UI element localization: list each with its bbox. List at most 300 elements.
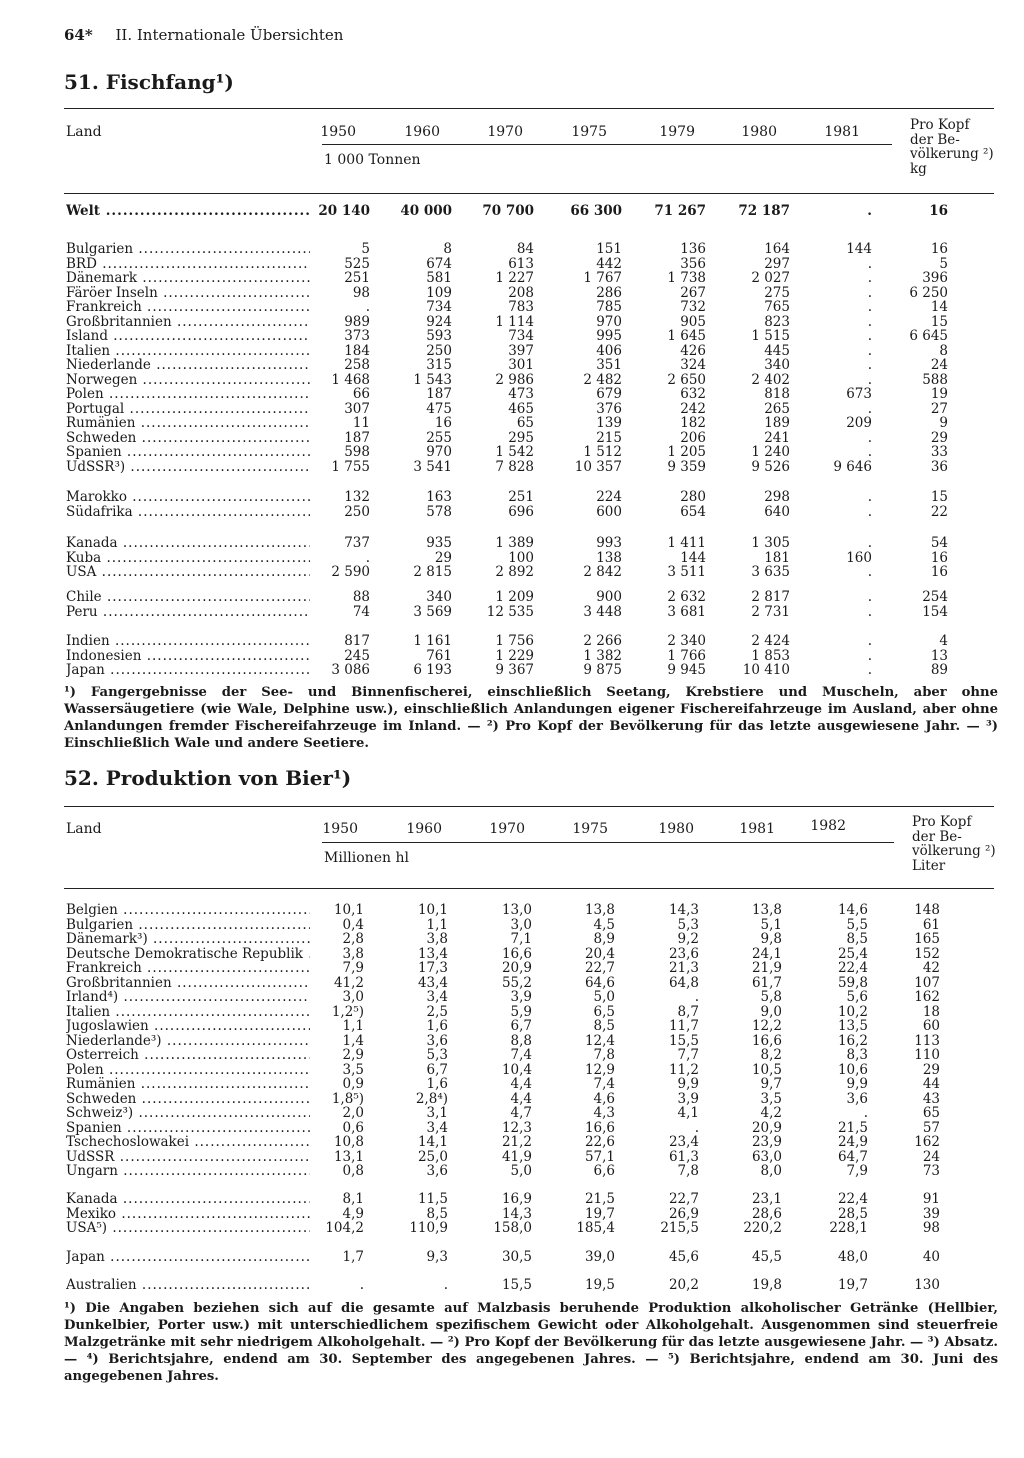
country-label: Mexiko ..... bbox=[66, 1207, 310, 1222]
country-label: Färöer Inseln ..... bbox=[66, 286, 310, 301]
cell-value: 5 bbox=[361, 241, 370, 257]
cell-value: 88 bbox=[352, 589, 370, 605]
cell-value: 44 bbox=[922, 1076, 940, 1092]
table-row bbox=[0, 590, 1024, 605]
cell-value: 2 842 bbox=[583, 564, 622, 580]
cell-value: 1 756 bbox=[495, 633, 534, 649]
cell-value: 734 bbox=[508, 328, 534, 344]
cell-value: 14,3 bbox=[668, 902, 699, 918]
cell-value: 970 bbox=[596, 313, 622, 330]
cell-value: 48,0 bbox=[837, 1249, 868, 1265]
cell-value: 1 755 bbox=[331, 458, 370, 475]
cell-value: 13,4 bbox=[417, 945, 448, 962]
cell-value: . bbox=[365, 549, 370, 566]
cell-value: 593 bbox=[426, 328, 452, 344]
fisch-land-header: Land bbox=[66, 124, 102, 140]
cell-value: 12,4 bbox=[584, 1032, 615, 1049]
cell-value: 22,7 bbox=[668, 1191, 699, 1207]
cell-value: 7,1 bbox=[510, 931, 532, 947]
cell-value: 206 bbox=[680, 429, 706, 446]
cell-value: 15,5 bbox=[501, 1277, 532, 1293]
fisch-title: 51. Fischfang¹) bbox=[64, 70, 234, 94]
cell-value: 71 267 bbox=[654, 203, 706, 219]
cell-value: 406 bbox=[596, 342, 622, 359]
cell-value: 10,2 bbox=[837, 1003, 868, 1020]
cell-value: 7,4 bbox=[593, 1076, 615, 1092]
cell-value: 356 bbox=[680, 255, 706, 272]
fisch-perkopf-header bbox=[910, 118, 994, 176]
cell-value: 1 205 bbox=[667, 444, 706, 460]
cell-value: 15,5 bbox=[668, 1032, 699, 1049]
cell-value: 28,6 bbox=[751, 1205, 782, 1222]
cell-value: 162 bbox=[914, 989, 940, 1005]
bier-header-rule bbox=[64, 888, 994, 889]
cell-value: 2 590 bbox=[331, 564, 370, 580]
cell-value: 241 bbox=[764, 429, 790, 446]
table-row bbox=[0, 204, 1024, 219]
country-label: Dänemark ..... bbox=[66, 271, 310, 286]
cell-value: 9,8 bbox=[760, 931, 782, 947]
cell-value: 588 bbox=[922, 371, 948, 388]
cell-value: 2 482 bbox=[583, 371, 622, 388]
cell-value: 7,8 bbox=[593, 1047, 615, 1063]
bier-perkopf-header bbox=[912, 815, 996, 873]
cell-value: 473 bbox=[508, 386, 534, 402]
country-label: Indonesien ..... bbox=[66, 649, 310, 664]
cell-value: 41,9 bbox=[501, 1148, 532, 1165]
cell-value: 158,0 bbox=[493, 1220, 532, 1236]
country-label: Polen ..... bbox=[66, 1063, 310, 1078]
cell-value: 98 bbox=[922, 1220, 940, 1236]
cell-value: 640 bbox=[764, 503, 790, 520]
cell-value: 187 bbox=[426, 386, 452, 402]
cell-value: 10 410 bbox=[742, 662, 790, 678]
bier-year-header: 1950 bbox=[322, 821, 358, 837]
cell-value: 905 bbox=[680, 313, 706, 330]
table-row bbox=[0, 1250, 1024, 1265]
cell-value: . bbox=[867, 371, 872, 388]
cell-value: 5,3 bbox=[677, 916, 699, 933]
cell-value: 8 bbox=[939, 342, 948, 359]
cell-value: 136 bbox=[680, 241, 706, 257]
cell-value: 3 681 bbox=[667, 603, 706, 620]
cell-value: 19,7 bbox=[837, 1277, 868, 1293]
cell-value: 27 bbox=[930, 400, 948, 417]
perkopf-line: völkerung ²) bbox=[912, 843, 996, 859]
bier-year-header: 1980 bbox=[658, 821, 694, 837]
cell-value: 581 bbox=[426, 270, 452, 286]
country-label: Spanien ..... bbox=[66, 1121, 310, 1136]
cell-value: 29 bbox=[434, 549, 452, 566]
country-label: Portugal ..... bbox=[66, 402, 310, 417]
bier-year-header: 1982 bbox=[810, 818, 846, 834]
cell-value: 632 bbox=[680, 386, 706, 402]
table-row bbox=[0, 605, 1024, 620]
cell-value: 151 bbox=[596, 241, 622, 257]
cell-value: 154 bbox=[922, 603, 948, 620]
cell-value: 17,3 bbox=[417, 960, 448, 976]
cell-value: 24,9 bbox=[837, 1134, 868, 1150]
cell-value: 2,8 bbox=[342, 931, 364, 947]
country-label: USA⁵) ..... bbox=[66, 1221, 310, 1236]
cell-value: 251 bbox=[344, 270, 370, 286]
cell-value: 61,7 bbox=[751, 974, 782, 991]
cell-value: 696 bbox=[508, 503, 534, 520]
cell-value: 286 bbox=[596, 284, 622, 301]
cell-value: 66 bbox=[352, 386, 370, 402]
cell-value: 39 bbox=[922, 1205, 940, 1222]
country-label: Bulgarien ..... bbox=[66, 918, 310, 933]
table-row bbox=[0, 373, 1024, 388]
cell-value: 18 bbox=[922, 1003, 940, 1020]
country-label: Rumänien ..... bbox=[66, 1077, 310, 1092]
table-row bbox=[0, 1150, 1024, 1165]
cell-value: 242 bbox=[680, 400, 706, 417]
country-label: BRD ..... bbox=[66, 257, 310, 272]
cell-value: 3 541 bbox=[413, 458, 452, 475]
cell-value: 13 bbox=[930, 647, 948, 664]
cell-value: 2,5 bbox=[426, 1003, 448, 1020]
table-row bbox=[0, 1077, 1024, 1092]
cell-value: 10,6 bbox=[837, 1061, 868, 1078]
country-label: Indien ..... bbox=[66, 634, 310, 649]
cell-value: 25,4 bbox=[837, 945, 868, 962]
table-row bbox=[0, 300, 1024, 315]
cell-value: 185,4 bbox=[576, 1220, 615, 1236]
cell-value: 13,0 bbox=[501, 902, 532, 918]
cell-value: 164 bbox=[764, 241, 790, 257]
cell-value: 64,6 bbox=[584, 974, 615, 991]
cell-value: 152 bbox=[914, 945, 940, 962]
bier-footnote: ¹) Die Angaben beziehen sich auf die gesamte auf Malzbasis beruhende Produktion alkoholischer Getränke (Hellbier, Dunkelbier, Porter usw.) mit unterschiedlichem spezifischem Gewicht oder Alkoholgehalt. Ausgenommen sind steuerfreie Malzgetränke mit sehr niedrigem Alkoholgehalt. — ²) Pro Kopf der Bevölkerung für das letzte ausgewiesene Jahr. — ³) Absatz. — ⁴) Berichtsjahre, endend am 30. September des angegebenen Jahres. — ⁵) Berichtsjahre, endend am 30. Juni des angegebenen Jahres. bbox=[64, 1301, 998, 1384]
cell-value: 600 bbox=[596, 503, 622, 520]
cell-value: 783 bbox=[508, 299, 534, 315]
cell-value: 184 bbox=[344, 342, 370, 359]
cell-value: 54 bbox=[930, 535, 948, 551]
cell-value: 224 bbox=[596, 489, 622, 505]
fisch-year-header: 1979 bbox=[659, 124, 695, 140]
cell-value: 2 402 bbox=[751, 371, 790, 388]
cell-value: 817 bbox=[344, 633, 370, 649]
cell-value: 3,5 bbox=[342, 1061, 364, 1078]
cell-value: . bbox=[867, 503, 872, 520]
cell-value: 14,3 bbox=[501, 1205, 532, 1222]
table-row bbox=[0, 271, 1024, 286]
cell-value: 9,3 bbox=[426, 1249, 448, 1265]
table-row bbox=[0, 565, 1024, 580]
cell-value: 139 bbox=[596, 415, 622, 431]
cell-value: 21,2 bbox=[501, 1134, 532, 1150]
cell-value: 6,5 bbox=[593, 1003, 615, 1020]
country-label: Jugoslawien ..... bbox=[66, 1019, 310, 1034]
cell-value: 25,0 bbox=[417, 1148, 448, 1165]
cell-value: 8,3 bbox=[846, 1047, 868, 1063]
cell-value: 445 bbox=[764, 342, 790, 359]
cell-value: 5,3 bbox=[426, 1047, 448, 1063]
cell-value: 0,4 bbox=[342, 916, 364, 933]
cell-value: 63,0 bbox=[751, 1148, 782, 1165]
cell-value: 475 bbox=[426, 400, 452, 417]
cell-value: 280 bbox=[680, 489, 706, 505]
cell-value: 98 bbox=[352, 284, 370, 301]
table-row bbox=[0, 1063, 1024, 1078]
cell-value: 15 bbox=[930, 313, 948, 330]
cell-value: 16,9 bbox=[501, 1191, 532, 1207]
cell-value: 73 bbox=[922, 1163, 940, 1179]
cell-value: 1,8⁵) bbox=[331, 1090, 364, 1107]
cell-value: 42 bbox=[922, 960, 940, 976]
cell-value: 43,4 bbox=[417, 974, 448, 991]
country-label: Polen ..... bbox=[66, 387, 310, 402]
cell-value: 924 bbox=[426, 313, 452, 330]
cell-value: 5,0 bbox=[510, 1163, 532, 1179]
cell-value: 40 bbox=[922, 1249, 940, 1265]
table-row bbox=[0, 242, 1024, 257]
cell-value: 6,7 bbox=[510, 1018, 532, 1034]
country-label: Frankreich ..... bbox=[66, 300, 310, 315]
cell-value: 11 bbox=[352, 415, 370, 431]
cell-value: 1,7 bbox=[342, 1249, 364, 1265]
cell-value: 16 bbox=[930, 564, 948, 580]
cell-value: 74 bbox=[352, 603, 370, 620]
cell-value: 265 bbox=[764, 400, 790, 417]
cell-value: 1 512 bbox=[583, 444, 622, 460]
cell-value: 900 bbox=[596, 589, 622, 605]
perkopf-line: Pro Kopf bbox=[910, 117, 970, 133]
cell-value: 109 bbox=[426, 284, 452, 301]
cell-value: 3,4 bbox=[426, 989, 448, 1005]
bier-year-header: 1975 bbox=[572, 821, 608, 837]
cell-value: 9,9 bbox=[846, 1076, 868, 1092]
cell-value: 20,2 bbox=[668, 1277, 699, 1293]
cell-value: . bbox=[359, 1277, 364, 1293]
country-label: Deutsche Demokratische Republik ..... bbox=[66, 947, 310, 962]
table-row bbox=[0, 445, 1024, 460]
cell-value: 16,6 bbox=[751, 1032, 782, 1049]
cell-value: 12,9 bbox=[584, 1061, 615, 1078]
cell-value: 100 bbox=[508, 549, 534, 566]
cell-value: 935 bbox=[426, 535, 452, 551]
cell-value: 679 bbox=[596, 386, 622, 402]
cell-value: 2,9 bbox=[342, 1047, 364, 1063]
cell-value: 16,2 bbox=[837, 1032, 868, 1049]
cell-value: 4,7 bbox=[510, 1105, 532, 1121]
table-row bbox=[0, 990, 1024, 1005]
cell-value: 104,2 bbox=[325, 1220, 364, 1236]
cell-value: 525 bbox=[344, 255, 370, 272]
country-label: Japan ..... bbox=[66, 663, 310, 678]
cell-value: 1 468 bbox=[331, 371, 370, 388]
bier-top-rule bbox=[64, 806, 994, 807]
perkopf-line: völkerung ²) bbox=[910, 146, 994, 162]
cell-value: 20 140 bbox=[318, 203, 370, 219]
cell-value: 8,0 bbox=[760, 1163, 782, 1179]
cell-value: 1,4 bbox=[342, 1032, 364, 1049]
country-label: Japan ..... bbox=[66, 1250, 310, 1265]
table-row bbox=[0, 1106, 1024, 1121]
fisch-year-header: 1980 bbox=[741, 124, 777, 140]
cell-value: 2 424 bbox=[751, 633, 790, 649]
country-label: Österreich ..... bbox=[66, 1048, 310, 1063]
cell-value: . bbox=[867, 357, 872, 373]
cell-value: 3,8 bbox=[342, 945, 364, 962]
cell-value: 10,5 bbox=[751, 1061, 782, 1078]
cell-value: 12,3 bbox=[501, 1119, 532, 1136]
table-row bbox=[0, 490, 1024, 505]
fisch-year-header: 1970 bbox=[487, 124, 523, 140]
country-label: Island ..... bbox=[66, 329, 310, 344]
cell-value: 23,4 bbox=[668, 1134, 699, 1150]
cell-value: 209 bbox=[846, 415, 872, 431]
cell-value: 21,9 bbox=[751, 960, 782, 976]
bier-unit-rule bbox=[322, 842, 894, 843]
cell-value: 4 bbox=[939, 633, 948, 649]
bier-year-header: 1981 bbox=[739, 821, 775, 837]
fisch-year-header: 1950 bbox=[320, 124, 356, 140]
cell-value: 16 bbox=[930, 241, 948, 257]
cell-value: 324 bbox=[680, 357, 706, 373]
cell-value: 215 bbox=[596, 429, 622, 446]
country-label: Ungarn ..... bbox=[66, 1164, 310, 1179]
cell-value: 5,1 bbox=[760, 916, 782, 933]
fisch-year-header: 1975 bbox=[571, 124, 607, 140]
country-label: USA ..... bbox=[66, 565, 310, 580]
table-row bbox=[0, 551, 1024, 566]
country-label: UdSSR ..... bbox=[66, 1150, 310, 1165]
cell-value: 24 bbox=[930, 357, 948, 373]
cell-value: 65 bbox=[922, 1105, 940, 1121]
cell-value: 9,0 bbox=[760, 1003, 782, 1020]
country-label: Schweden ..... bbox=[66, 1092, 310, 1107]
cell-value: 3,6 bbox=[846, 1090, 868, 1107]
fisch-top-rule bbox=[64, 108, 994, 109]
cell-value: 3,8 bbox=[426, 931, 448, 947]
table-row bbox=[0, 431, 1024, 446]
cell-value: 5,9 bbox=[510, 1003, 532, 1020]
table-row bbox=[0, 402, 1024, 417]
table-row bbox=[0, 315, 1024, 330]
cell-value: 765 bbox=[764, 299, 790, 315]
cell-value: 41,2 bbox=[333, 974, 364, 991]
cell-value: 4,3 bbox=[593, 1105, 615, 1121]
cell-value: 13,8 bbox=[751, 902, 782, 918]
cell-value: 307 bbox=[344, 400, 370, 417]
cell-value: 1 209 bbox=[495, 589, 534, 605]
table-row bbox=[0, 918, 1024, 933]
cell-value: 5,8 bbox=[760, 989, 782, 1005]
cell-value: 12,2 bbox=[751, 1018, 782, 1034]
cell-value: 70 700 bbox=[482, 203, 534, 219]
perkopf-line: der Be- bbox=[910, 131, 960, 148]
cell-value: 11,7 bbox=[668, 1018, 699, 1034]
cell-value: 8,5 bbox=[593, 1018, 615, 1034]
cell-value: 9 646 bbox=[833, 458, 872, 475]
cell-value: 132 bbox=[344, 489, 370, 505]
table-row bbox=[0, 976, 1024, 991]
cell-value: 1 114 bbox=[495, 313, 534, 330]
cell-value: 14,1 bbox=[417, 1134, 448, 1150]
cell-value: 989 bbox=[344, 313, 370, 330]
cell-value: 22,4 bbox=[837, 1191, 868, 1207]
cell-value: 340 bbox=[764, 357, 790, 373]
cell-value: 2 027 bbox=[751, 270, 790, 286]
cell-value: 8,9 bbox=[593, 931, 615, 947]
country-label: Marokko ..... bbox=[66, 490, 310, 505]
cell-value: 22,7 bbox=[584, 960, 615, 976]
country-label: Norwegen ..... bbox=[66, 373, 310, 388]
cell-value: 22 bbox=[930, 503, 948, 520]
cell-value: 674 bbox=[426, 255, 452, 272]
cell-value: 785 bbox=[596, 299, 622, 315]
cell-value: 13,5 bbox=[837, 1018, 868, 1034]
cell-value: 3 635 bbox=[751, 564, 790, 580]
cell-value: 340 bbox=[426, 589, 452, 605]
cell-value: 57 bbox=[922, 1119, 940, 1136]
cell-value: 9,9 bbox=[677, 1076, 699, 1092]
table-row bbox=[0, 932, 1024, 947]
country-label: Australien ..... bbox=[66, 1278, 310, 1293]
cell-value: 39,0 bbox=[584, 1249, 615, 1265]
cell-value: 2,8⁴) bbox=[415, 1090, 448, 1107]
perkopf-line: der Be- bbox=[912, 828, 962, 845]
cell-value: 43 bbox=[922, 1090, 940, 1107]
cell-value: 1 542 bbox=[495, 444, 534, 460]
cell-value: 818 bbox=[764, 386, 790, 402]
cell-value: 297 bbox=[764, 255, 790, 272]
cell-value: 351 bbox=[596, 357, 622, 373]
cell-value: 8 bbox=[443, 241, 452, 257]
table-row bbox=[0, 663, 1024, 678]
table-row bbox=[0, 1034, 1024, 1049]
fisch-unit: 1 000 Tonnen bbox=[324, 152, 421, 168]
cell-value: 9 359 bbox=[667, 458, 706, 475]
table-row bbox=[0, 1192, 1024, 1207]
cell-value: 4,6 bbox=[593, 1090, 615, 1107]
cell-value: 6 250 bbox=[909, 284, 948, 301]
cell-value: 3,4 bbox=[426, 1119, 448, 1136]
cell-value: 673 bbox=[846, 386, 872, 402]
cell-value: 1 227 bbox=[495, 270, 534, 286]
cell-value: 15 bbox=[930, 489, 948, 505]
cell-value: 2 340 bbox=[667, 633, 706, 649]
fisch-year-header: 1960 bbox=[404, 124, 440, 140]
cell-value: 21,5 bbox=[837, 1119, 868, 1136]
cell-value: 208 bbox=[508, 284, 534, 301]
cell-value: 1,6 bbox=[426, 1076, 448, 1092]
cell-value: 130 bbox=[914, 1277, 940, 1293]
cell-value: 9 526 bbox=[751, 458, 790, 475]
cell-value: 9,7 bbox=[760, 1076, 782, 1092]
cell-value: 12 535 bbox=[486, 603, 534, 620]
cell-value: 9 bbox=[939, 415, 948, 431]
cell-value: 220,2 bbox=[743, 1220, 782, 1236]
cell-value: 5,6 bbox=[846, 989, 868, 1005]
cell-value: 6 193 bbox=[413, 662, 452, 678]
cell-value: 7,4 bbox=[510, 1047, 532, 1063]
cell-value: 376 bbox=[596, 400, 622, 417]
cell-value: 426 bbox=[680, 342, 706, 359]
cell-value: 36 bbox=[930, 458, 948, 475]
cell-value: 7,9 bbox=[342, 960, 364, 976]
cell-value: 2 892 bbox=[495, 564, 534, 580]
cell-value: 138 bbox=[596, 549, 622, 566]
cell-value: 57,1 bbox=[584, 1148, 615, 1165]
cell-value: 255 bbox=[426, 429, 452, 446]
bier-year-header: 1960 bbox=[406, 821, 442, 837]
cell-value: 10 357 bbox=[574, 458, 622, 475]
cell-value: 163 bbox=[426, 489, 452, 505]
cell-value: 55,2 bbox=[501, 974, 532, 991]
